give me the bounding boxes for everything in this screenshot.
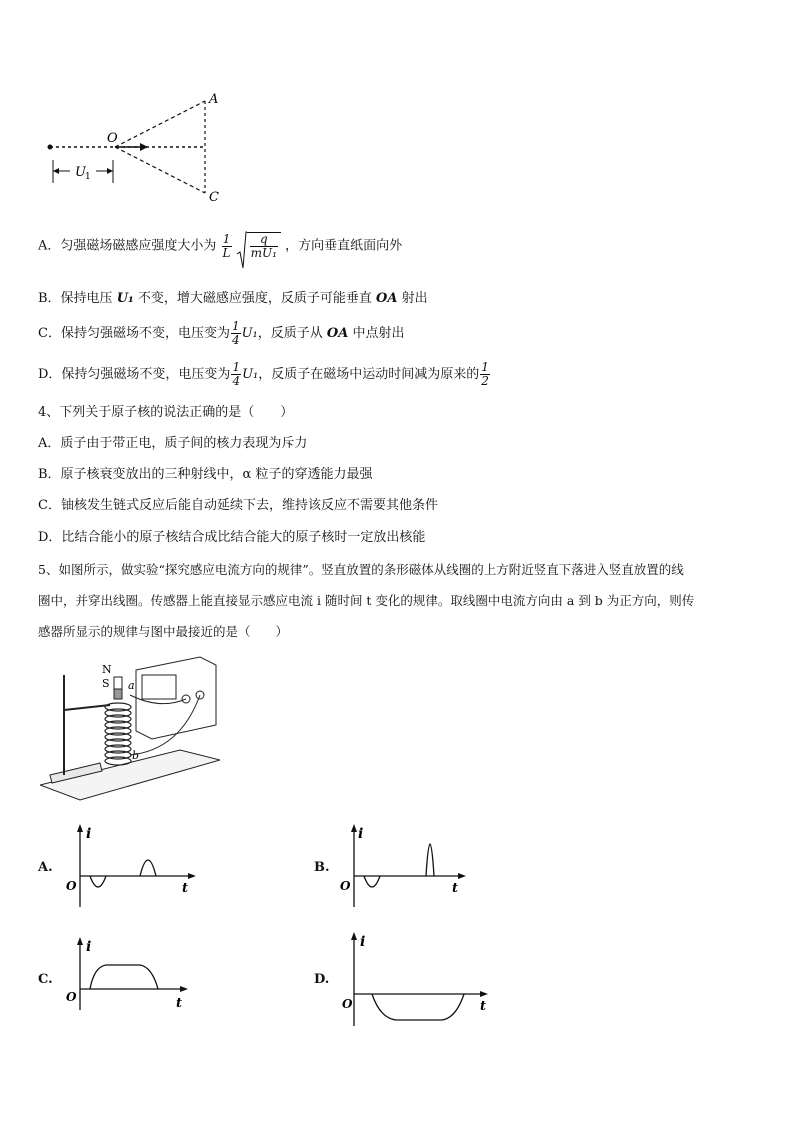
graph-A-label: A. [38,860,53,875]
graph-A-origin: O [66,879,77,893]
label-U-sub: 1 [85,172,91,182]
apparatus-b: b [132,749,140,762]
label-O: O [107,131,118,146]
graph-D-origin: O [342,997,353,1011]
graph-D-y: i [360,934,366,950]
graph-B-x: t [452,881,459,896]
apparatus-a: a [128,679,135,692]
label-A: A [209,92,219,107]
q4-option-A: A．质子由于带正电，质子间的核力表现为斥力 [38,436,308,451]
graph-B [334,822,474,912]
graph-B-origin: O [340,879,351,893]
q5-stem-line1: 5、如图所示，做实验“探究感应电流方向的规律”。竖直放置的条形磁体从线圈的上方附近竖直下落进入竖直放置的线 [38,562,684,577]
q3-option-D: D．保持匀强磁场不变，电压变为 $\frac{1}{4}$ U₁，反质子在磁场中运动时间减为原来的 $\frac{1}{2}$ [38,360,489,388]
q4-option-C: C．铀核发生链式反应后能自动延续下去，维持该反应不需要其他条件 [38,498,438,513]
graph-A-x: t [182,881,189,896]
velocity-diagram [40,85,240,215]
graph-C-origin: O [66,990,77,1004]
apparatus-illustration [40,655,220,805]
graph-C-x: t [176,996,183,1011]
graph-A-y: i [86,826,92,842]
graph-D-x: t [480,999,487,1014]
q5-stem-line2: 圈中，并穿出线圈。传感器上能直接显示感应电流 i 随时间 t 变化的规律。取线圈中电流方向由 a 到 b 为正方向，则传 [38,593,695,608]
graph-B-y: i [358,826,364,842]
graph-C-label: C. [38,972,53,987]
label-C: C [209,190,219,205]
label-U: U [75,165,86,180]
q3-option-A: A．匀强磁场磁感应强度大小为 $\frac{1}{L}$ $\frac{q}{\text{mU₁}}$ ，方向垂直纸面向外 [38,232,402,260]
graph-D-label: D. [314,972,330,987]
q3-option-C: C．保持匀强磁场不变，电压变为 $\frac{1}{4}$ U₁，反质子从 OA 中点射出 [38,319,405,347]
graph-C [60,935,200,1015]
graph-B-label: B. [314,860,330,875]
apparatus-N: N [102,663,112,676]
q4-option-B: B．原子核衰变放出的三种射线中，α 粒子的穿透能力最强 [38,467,373,482]
apparatus-S: S [102,677,110,690]
q3-option-B: B．保持电压 U₁ 不变，增大磁感应强度，反质子可能垂直 OA 射出 [38,291,428,306]
graph-A [60,822,200,912]
q5-stem-line3: 感器所显示的规律与图中最接近的是（ ） [38,624,289,639]
graph-D [334,930,494,1030]
graph-C-y: i [86,939,92,955]
q4-option-D: D．比结合能小的原子核结合成比结合能大的原子核时一定放出核能 [38,530,426,545]
q4-stem: 4、下列关于原子核的说法正确的是（ ） [38,405,294,420]
